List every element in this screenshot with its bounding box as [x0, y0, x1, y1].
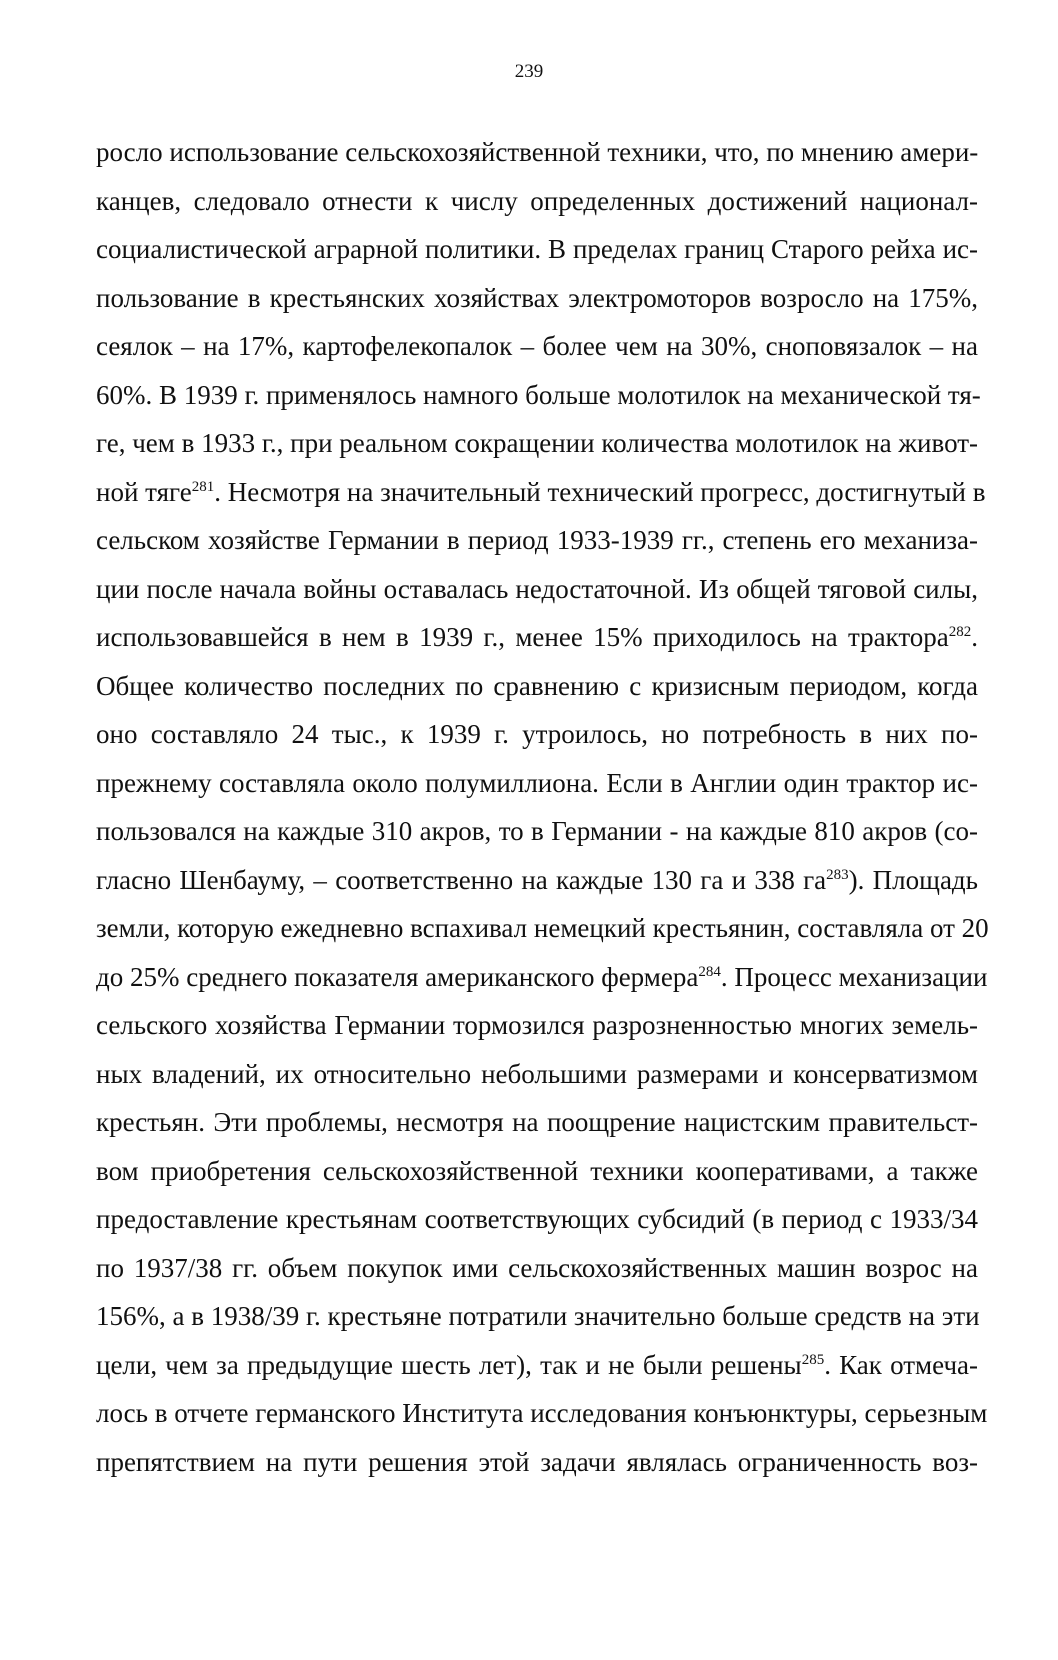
line-text: ге, чем в 1933 г., при реальном сокращении количества молотилок на живот-	[96, 428, 979, 458]
line-text: социалистической аграрной политики. В пределах границ Старого рейха ис-	[96, 234, 978, 264]
line-text: предоставление крестьянам соответствующих субсидий (в период с 1933/34	[96, 1204, 978, 1234]
text-line	[96, 1195, 978, 1244]
text-line	[96, 1050, 978, 1099]
text-line	[96, 1244, 978, 1293]
footnote-ref: 282	[948, 624, 972, 640]
line-text-after: . Несмотря на значительный технический прогресс, достигнутый в	[214, 476, 986, 507]
footnote-ref: 285	[801, 1351, 825, 1368]
text-line	[96, 1147, 978, 1196]
line-text: канцев, следовало отнести к числу определенных достижений национал-	[96, 185, 978, 216]
line-text: пользование в крестьянских хозяйствах электромоторов возросло на 175%,	[96, 282, 978, 313]
text-line	[96, 225, 978, 274]
text-line	[96, 904, 989, 953]
line-text: цели, чем за предыдущие шесть лет), так и не были решены	[96, 1349, 802, 1380]
line-text-after: . Процесс механизации	[720, 961, 988, 992]
text-line	[96, 128, 978, 177]
line-text: гласно Шенбауму, – соответственно на каждые 130 га и 338 га	[96, 864, 827, 895]
line-text: вом приобретения сельскохозяйственной техники кооперативами, а также	[96, 1155, 978, 1186]
line-text: 156%, а в 1938/39 г. крестьяне потратили значительно больше средств на эти	[96, 1301, 980, 1331]
body-text	[96, 128, 989, 1486]
text-line	[96, 1098, 978, 1147]
line-text: по 1937/38 гг. объем покупок ими сельскохозяйственных машин возрос на	[96, 1252, 978, 1283]
text-line	[96, 516, 978, 565]
line-text: 60%. В 1939 г. применялось намного больше молотилок на механической тя-	[96, 379, 981, 410]
line-text-after: .	[971, 622, 978, 652]
text-line	[96, 419, 978, 468]
text-line	[96, 710, 978, 759]
text-line	[96, 177, 978, 226]
text-line	[96, 759, 978, 808]
text-line	[96, 1292, 978, 1341]
text-line	[96, 807, 978, 856]
line-text: крестьян. Эти проблемы, несмотря на поощрение нацистским правительст-	[96, 1107, 978, 1137]
text-line	[96, 371, 981, 420]
footnote-ref: 281	[191, 478, 215, 495]
text-line	[96, 856, 978, 905]
text-line	[96, 953, 988, 1002]
line-text: сельского хозяйства Германии тормозился разрозненностью многих земель-	[96, 1010, 978, 1040]
line-text: ных владений, их относительно небольшими размерами и консерватизмом	[96, 1058, 978, 1089]
line-text: сеялок – на 17%, картофелекопалок – более чем на 30%, сноповязалок – на	[96, 331, 978, 361]
line-text-after: ). Площадь	[848, 864, 978, 895]
text-line	[96, 613, 978, 662]
line-text: росло использование сельскохозяйственной техники, что, по мнению амери-	[96, 137, 979, 167]
footnote-ref: 283	[826, 866, 849, 883]
line-text-after: . Как отмеча-	[824, 1349, 978, 1380]
text-line	[96, 565, 978, 614]
line-text: лось в отчете германского Института исследования конъюнктуры, серьезным	[96, 1398, 988, 1428]
text-line	[96, 1341, 978, 1390]
text-line	[96, 1389, 988, 1438]
line-text: прежнему составляла около полумиллиона. Если в Англии один трактор ис-	[96, 767, 978, 798]
text-line	[96, 662, 978, 711]
page-number: 239	[514, 61, 544, 82]
text-line	[96, 322, 978, 371]
text-line	[96, 1001, 978, 1050]
line-text: пользовался на каждые 310 акров, то в Германии - на каждые 810 акров (со-	[96, 816, 978, 846]
line-text: оно составляло 24 тыс., к 1939 г. утроилось, но потребность в них по-	[96, 719, 978, 749]
line-text: земли, которую ежедневно вспахивал немецкий крестьянин, составляла от 20	[96, 913, 989, 943]
line-text: использовавшейся в нем в 1939 г., менее 15% приходилось на трактора	[96, 622, 949, 652]
line-text: препятствием на пути решения этой задачи являлась ограниченность воз-	[96, 1446, 978, 1477]
line-text: сельском хозяйстве Германии в период 1933-1939 гг., степень его механиза-	[96, 525, 978, 555]
text-line	[96, 274, 978, 323]
text-line	[96, 1438, 978, 1487]
line-text: ной тяге	[96, 476, 192, 507]
text-line	[96, 468, 986, 517]
line-text: до 25% среднего показателя американского фермера	[96, 961, 699, 992]
line-text: Общее количество последних по сравнению с кризисным периодом, когда	[96, 670, 978, 701]
footnote-ref: 284	[698, 963, 721, 980]
line-text: ции после начала войны оставалась недостаточной. Из общей тяговой силы,	[96, 573, 978, 604]
